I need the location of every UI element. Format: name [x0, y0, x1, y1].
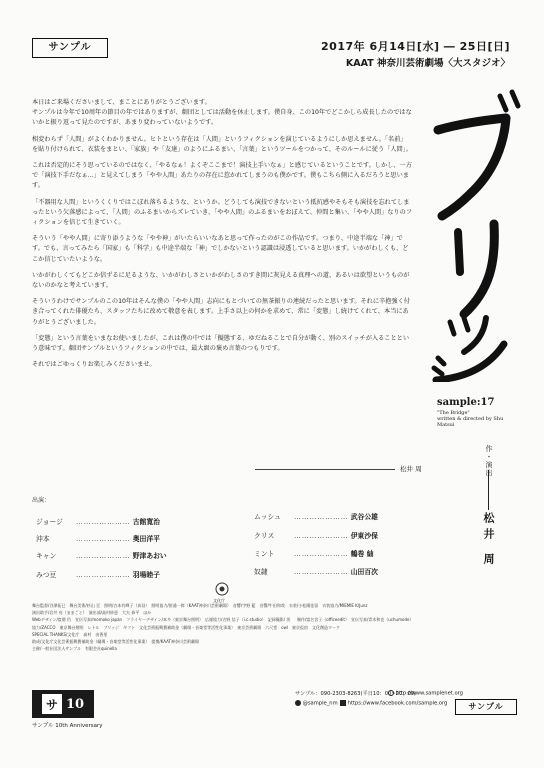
credit-line: Webデザイン/富暦 仍 宣伝写真/momoko japan フライヤーデザイン/本多（東京舞台照明） 広報協力/吉野 信子（i.c.studio） 記録撮影/ 茨 制作/富名宮子（officeedit） 宣伝写真/青木和也（uchumode）	[32, 617, 414, 623]
credit-line: 助成/文化庁文化芸術振興費補助金（劇場・音楽堂等活性化事業） 提携/KAAT神奈川芸術劇場	[32, 639, 199, 645]
message-paragraph: 「不器用な人間」というくくりではこぼれ落ちるような、というか。どうしても演技できないという抵抗感やそもそも演技を忘れてしまったという欠落感によって、「人間」のふるまいからズレていき、「やや人間」のふるまいをおぼえて、仲間と集い、「やや人間」なりのフィクションを信じて生きていく。	[32, 198, 413, 227]
sample-logo-footer: サンプル	[455, 699, 517, 715]
message-paragraph: いかがわしくてもどこか信ずるに足るような、いかがわしさといかがわしさのすき間に灰見える真理への道、あるいは欲望というものがないのかなと考えています。	[32, 271, 410, 290]
anniversary-badge	[32, 690, 94, 718]
cast-dots: …………………	[294, 550, 349, 558]
cast-role: ムッシュ	[254, 513, 281, 521]
cast-actor: 野津あおい	[132, 552, 167, 560]
cast-row	[36, 550, 167, 560]
cast-role: 奴隷	[254, 568, 268, 576]
facebook-icon	[340, 700, 346, 706]
cast-actor: 伊東沙保	[350, 532, 378, 540]
english-title	[437, 410, 507, 428]
cast-dots: …………………	[294, 513, 349, 521]
signature: 松井 周	[400, 465, 422, 473]
english-title-text: "The Bridge"	[437, 410, 470, 416]
title-calligraphy-logo	[414, 82, 524, 382]
cast-row	[254, 548, 374, 558]
badge-char: サ	[42, 694, 62, 714]
agency-emblem-label: 文化庁	[213, 598, 225, 603]
cast-row	[36, 516, 160, 526]
author-name: 松井 周	[482, 512, 495, 569]
signature-rule	[255, 469, 395, 470]
cast-row	[254, 511, 378, 521]
message-paragraph: 「変態」という言葉をいまなお使いましたが、これは僕の中では「擬態する、ゆだねることで自分が動く、別のスイッチが入ることという意味です。劇団サンプルというフィクションの中では、最大級の褒め言葉のつもりです。	[32, 334, 410, 353]
director-message	[32, 98, 412, 376]
website-link[interactable]	[388, 690, 463, 697]
globe-icon	[388, 690, 394, 696]
facebook-url[interactable]: https://www.facebook.com/sample.org	[347, 700, 448, 707]
anniversary-text: サンプル 10th Anniversary	[32, 723, 103, 729]
credit-line: 主催/一般社団法人サンプル 有限会社quinella	[32, 646, 117, 652]
cast-row	[36, 569, 160, 579]
cast-role: 沖本	[36, 535, 50, 543]
role-divider	[488, 470, 489, 510]
contact-twitter[interactable]	[295, 700, 338, 707]
facebook-link[interactable]	[340, 700, 447, 707]
credit-line: SPECIAL THANKS/文化庁 髙村 由香里	[32, 631, 108, 637]
message-paragraph: そういうわけでサンプルのこの10年はそんな僕の「やや人間」志向にもとづいての無茶振りの連続だったと思います。それに辛抱強く付き合ってくれた俳優たち、スタッフたちに改めて敬意を表します。上手さ以上の何かを求めて、常に「変態」し続けてくれて、本当にありがとうございました。	[32, 298, 410, 326]
cast-role: みつ豆	[36, 571, 57, 579]
message-paragraph: これは否定的にそう思っているのではなく、「やるなぁ！よくぞここまで！演技上手いなぁ」と感じているということです。しかし、一方で「演技下手だなぁ…」と見えてしまう「やや人間」あたりの存在に惹かれてしまうのも僕かです。僕もこちら側に入るだろうと思います。	[32, 162, 412, 190]
cast-actor: 山田百次	[350, 568, 378, 576]
cast-row	[254, 530, 378, 540]
credit-line: 演出助手/岩井 亮（ままごと） 演出部/高村紗恵 大矢 恭平 ほか	[32, 610, 152, 616]
cast-role: ジョージ	[36, 518, 63, 526]
cast-row	[254, 566, 378, 576]
message-paragraph: それではごゆっくりお楽しみくださいませ。	[32, 361, 156, 369]
venue: KAAT 神奈川芸術劇場〈大スタジオ〉	[345, 58, 510, 69]
cast-heading: 出演：	[32, 497, 51, 504]
agency-emblem-icon	[215, 582, 229, 596]
cast-role: ミント	[254, 550, 275, 558]
message-paragraph: 相変わらず「人間」がよくわかりません。ヒトという存在は「人間」というフィクションを演じているようにしか思えません。「名前」を貼り付けられて、衣装をまとい、「家族」や「友達」のようにふるまい、「言葉」というツールをつかって、そのルールに従う「人間」。	[32, 135, 413, 153]
cast-actor: 奥田洋平	[132, 535, 160, 543]
credit-line: 協力/ZACCO 東京舞台照明 レトル ブリッジ ギフト 文化芸術振興費補助金（劇場・音楽堂等活性化事業） 東京芸術劇場 六尺堂 owl 東京仮宿 文化創造ワーク	[32, 624, 340, 630]
role-label: 作・演出	[485, 445, 493, 477]
cast-actor: 武谷公雄	[350, 513, 378, 521]
cast-dots: …………………	[76, 571, 131, 579]
twitter-handle[interactable]: @sample_nm	[302, 700, 338, 707]
message-paragraph: そういう「やや人間」に寄り添うような「やや神」がいたらいいなあと思って作ったのがこの作品です。つまり、中途半端な「神」です。でも、言ってみたら「国家」も「科学」も中途半端な「神」でしかないという認識は浸透していると思います。いかがわしくも、どこか信じていたいような。	[32, 235, 409, 263]
credit-line: 舞台監督/谷澤拓巳 舞台美術/杉山 至 照明/吉本有輝子（真昼） 照明協力/笹浦一郎（KAAT神奈川芸術劇場） 音響/宇野 藍 音響/牛田和哉 衣装/小松陽佳留 衣装協力/MIEMIE K/Junz	[32, 603, 368, 608]
performance-dates: 2017年 6月14日[水] ― 25日[日]	[321, 40, 510, 53]
contact-phone: サンプル：090-2303-8263(平日10：00~20：00)	[295, 691, 417, 697]
cast-dots: …………………	[76, 535, 131, 543]
cast-role: クリス	[254, 532, 275, 540]
message-paragraph: 本日はご来場くださいまして、まことにありがとうございます。	[32, 99, 211, 106]
cast-dots: …………………	[294, 532, 349, 540]
cast-actor: 鶴巻 紬	[350, 550, 374, 558]
cast-actor: 古館寛治	[132, 518, 160, 526]
cast-dots: …………………	[294, 568, 349, 576]
cast-role: キャン	[36, 552, 57, 560]
message-paragraph: サンプルは今年で10周年の節目の年ではありますが、劇団としては活動を休止します。僕自身、この10年でどこかしら成長したのではないかと振り返って見たのですが、あまり変わっていないようです。	[32, 109, 412, 127]
sample-number: sample:17	[437, 397, 495, 408]
sample-logo: サンプル	[32, 38, 108, 58]
website-url[interactable]: http://www.samplenet.org	[395, 690, 463, 697]
cast-actor: 羽場睦子	[132, 571, 160, 579]
cast-dots: …………………	[76, 552, 131, 560]
twitter-icon	[295, 700, 301, 706]
staff-credits	[32, 602, 512, 652]
cast-dots: …………………	[76, 518, 131, 526]
english-credit-text: written & directed by Shu Matsui	[437, 416, 504, 428]
badge-number: 10	[65, 696, 85, 712]
cast-row	[36, 533, 160, 543]
